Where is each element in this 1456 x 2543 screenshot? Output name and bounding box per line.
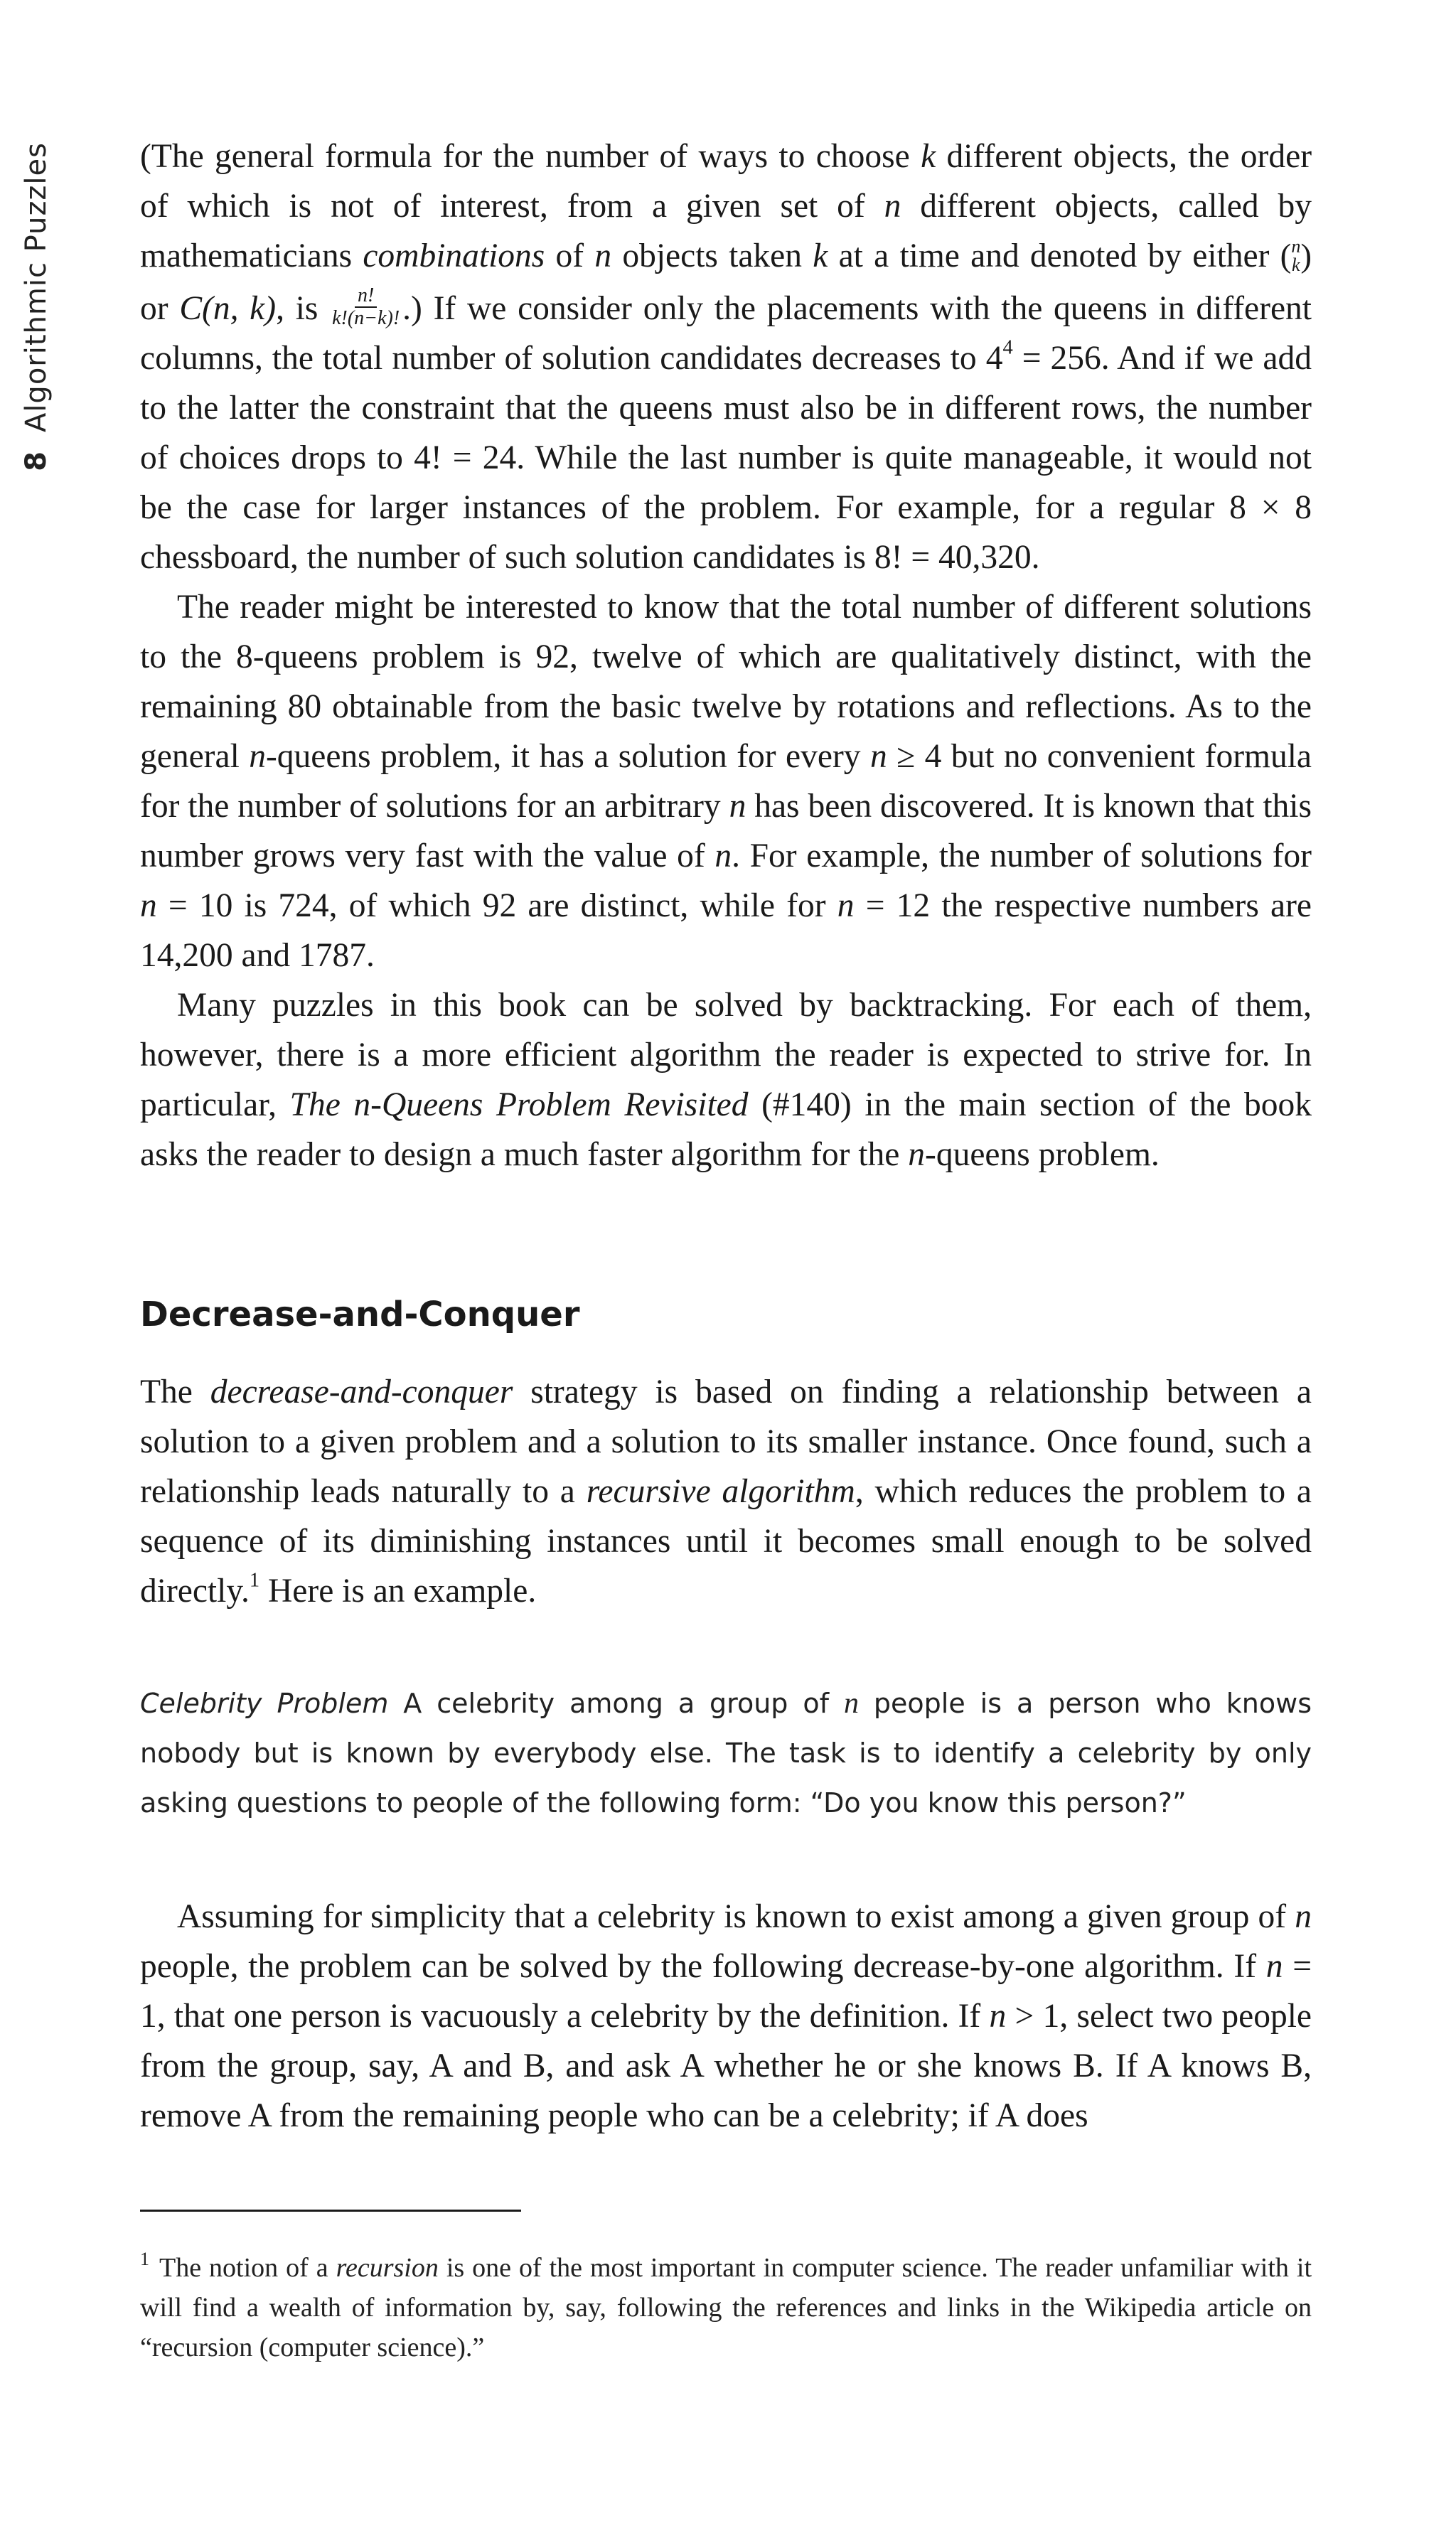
puzzle-title: Celebrity Problem xyxy=(140,1688,389,1720)
paragraph-solution-counts: The reader might be interested to know that the total number of different solutions to the 8-queens problem is 92, twelve of which are qualitatively distinct, with the remaining 80 obtainable from the basic twelve by rotations and reflections. As to the general n-queens problem, it has a solution for every n ≥ 4 but no convenient formula for the number of solutions for an arbitrary n has been discovered. It is known that this number grows very fast with the value of n. For example, the number of solutions for n = 10 is 724, of which 92 are distinct, while for n = 12 the respective numbers are 14,200 and 1787. xyxy=(140,589,1312,975)
puzzle-statement: Celebrity Problem A celebrity among a group of n people is a person who knows nobody but is known by everybody else. The task is to identify a celebrity by only asking questions to people of the following form: “Do you know this person?” xyxy=(140,1687,1312,1819)
binomial-notation: ( n k ) xyxy=(1280,236,1312,276)
page-body xyxy=(140,132,1312,2141)
paragraph-combinations: (The general formula for the number of ways to choose k different objects, the order of which is not of interest, from a given set of n different objects, called by mathematicians combinations of n objects taken k at a time and denoted by either ( n k ) or C(n, k), is $\frac{n!}{k!(n-k)!}$ .) If we consider only the placements with the queens in different columns, the total number of solution candidates decreases to $4^4 = 256$. And if we add to the latter the constraint that the queens must also be in different rows, the number of choices drops to 4! = 24. While the last number is quite manageable, it would not be the case for larger instances of the problem. For example, for a regular 8 × 8 chessboard, the number of such solution candidates is 8! = 40,320. xyxy=(140,138,1312,577)
page-number: 8 xyxy=(20,451,53,471)
footnote: $^1$ The notion of a recursion is one of the most important in computer science. The reader unfamiliar with it will find a wealth of information by, say, following the references and links in the Wikipedia article on “recursion (computer science).” xyxy=(140,2249,1312,2362)
running-header xyxy=(20,142,53,471)
paragraph-backtracking: Many puzzles in this book can be solved by backtracking. For each of them, however, there is a more efficient algorithm the reader is expected to strive for. In particular, The n-Queens Problem Revisited (#140) in the main section of the book asks the reader to design a much faster algorithm for the n-queens problem. xyxy=(140,987,1312,1174)
paragraph-decrease-and-conquer: The decrease-and-conquer strategy is based on finding a relationship between a solution to a given problem and a solution to its smaller instance. Once found, such a relationship leads naturally to a recursive algorithm, which reduces the problem to a sequence of its diminishing instances until it becomes small enough to be solved directly.$^1$ Here is an example. xyxy=(140,1374,1312,1610)
footnote-divider xyxy=(140,2210,521,2212)
combination-formula: $\frac{n!}{k!(n-k)!}$ xyxy=(332,284,400,330)
section-heading: Decrease-and-Conquer xyxy=(140,1295,580,1335)
paragraph-celebrity-algorithm: Assuming for simplicity that a celebrity is known to exist among a given group of n people, the problem can be solved by the following decrease-by-one algorithm. If n = 1, that one person is vacuously a celebrity by the definition. If n > 1, select two people from the group, say, A and B, and ask A whether he or she knows B. If A knows B, remove A from the remaining people who can be a celebrity; if A does xyxy=(140,1898,1312,2135)
running-title: Algorithmic Puzzles xyxy=(20,142,53,433)
footnote-marker: 1 xyxy=(249,1569,260,1592)
footnote-number: 1 xyxy=(140,2249,149,2269)
